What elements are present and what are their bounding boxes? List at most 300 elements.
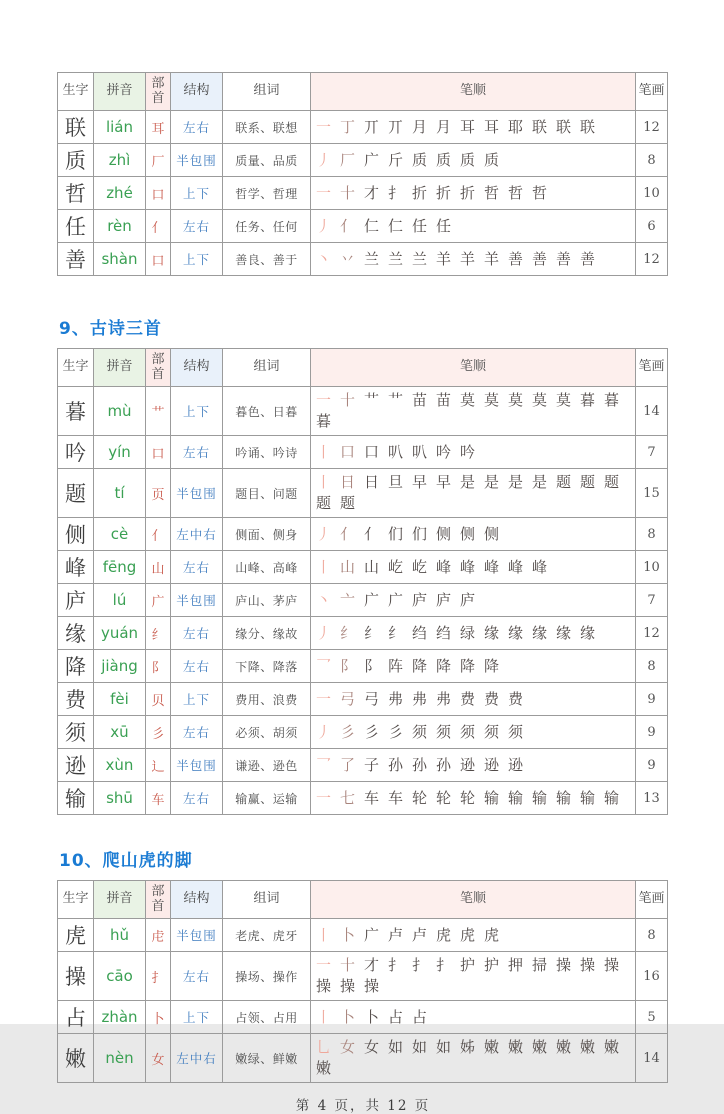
stroke-glyph: 庐 bbox=[412, 590, 428, 609]
cell-strokes bbox=[311, 919, 636, 952]
stroke-glyph: 是 bbox=[460, 473, 476, 491]
stroke-glyph: 卢 bbox=[412, 925, 428, 944]
cell-radical: 艹 bbox=[146, 387, 171, 436]
cell-radical: 广 bbox=[146, 584, 171, 617]
cell-char: 操 bbox=[58, 952, 94, 1001]
cell-count: 8 bbox=[636, 650, 668, 683]
cell-char: 任 bbox=[58, 210, 94, 243]
cell-radical: 阝 bbox=[146, 650, 171, 683]
stroke-glyph: 十 bbox=[340, 391, 356, 409]
stroke-glyph: 缘 bbox=[484, 623, 500, 642]
stroke-glyph: 乛 bbox=[316, 656, 332, 675]
stroke-glyph: 暮 bbox=[604, 391, 620, 409]
stroke-glyph: 十 bbox=[340, 183, 356, 202]
stroke-glyph: 题 bbox=[604, 473, 620, 491]
cell-words: 题目、问题 bbox=[223, 469, 311, 518]
table-row bbox=[58, 144, 668, 177]
stroke-glyph: 广 bbox=[364, 590, 380, 609]
column-header-structure: 结构 bbox=[171, 349, 223, 387]
stroke-glyph: 亻 bbox=[340, 524, 356, 543]
cell-count: 13 bbox=[636, 782, 668, 815]
column-header-strokes: 笔顺 bbox=[311, 73, 636, 111]
stroke-glyph: 亠 bbox=[340, 590, 356, 609]
cell-radical: 亻 bbox=[146, 518, 171, 551]
stroke-glyph: 羊 bbox=[436, 249, 452, 268]
cell-strokes bbox=[311, 144, 636, 177]
column-header-radical: 部首 bbox=[146, 349, 171, 387]
cell-words: 庐山、茅庐 bbox=[223, 584, 311, 617]
stroke-glyph: 善 bbox=[556, 249, 572, 268]
stroke-glyph: 峰 bbox=[484, 557, 500, 576]
cell-structure: 左右 bbox=[171, 782, 223, 815]
stroke-glyph: 弓 bbox=[340, 689, 356, 708]
stroke-glyph: 如 bbox=[412, 1038, 428, 1056]
cell-pinyin: nèn bbox=[94, 1034, 146, 1083]
cell-structure: 左中右 bbox=[171, 1034, 223, 1083]
cell-char: 占 bbox=[58, 1001, 94, 1034]
cell-words: 谦逊、逊色 bbox=[223, 749, 311, 782]
stroke-glyph: 兰 bbox=[412, 249, 428, 268]
stroke-glyph: 是 bbox=[532, 473, 548, 491]
stroke-glyph: 丨 bbox=[316, 473, 332, 491]
cell-radical: 厂 bbox=[146, 144, 171, 177]
stroke-glyph: 降 bbox=[460, 656, 476, 675]
stroke-glyph: 折 bbox=[436, 183, 452, 202]
stroke-glyph: 题 bbox=[316, 494, 332, 512]
stroke-glyph: 操 bbox=[580, 956, 596, 974]
cell-count: 5 bbox=[636, 1001, 668, 1034]
cell-words: 输赢、运输 bbox=[223, 782, 311, 815]
column-header-words: 组词 bbox=[223, 349, 311, 387]
stroke-glyph: 丿 bbox=[316, 150, 332, 169]
stroke-glyph: 口 bbox=[364, 442, 380, 461]
cell-structure: 左右 bbox=[171, 716, 223, 749]
stroke-glyph: 口 bbox=[340, 442, 356, 461]
stroke-glyph: 艹 bbox=[388, 391, 404, 409]
stroke-glyph: 莫 bbox=[460, 391, 476, 409]
stroke-glyph: 扌 bbox=[436, 956, 452, 974]
cell-strokes bbox=[311, 436, 636, 469]
stroke-glyph: 弗 bbox=[436, 689, 452, 708]
cell-strokes bbox=[311, 617, 636, 650]
cell-structure: 半包围 bbox=[171, 584, 223, 617]
stroke-glyph: 质 bbox=[484, 150, 500, 169]
cell-words: 缘分、缘故 bbox=[223, 617, 311, 650]
cell-count: 6 bbox=[636, 210, 668, 243]
stroke-glyph: 占 bbox=[412, 1007, 428, 1026]
section-title: 9、古诗三首 bbox=[59, 319, 162, 339]
stroke-glyph: 一 bbox=[316, 183, 332, 202]
stroke-glyph: 弗 bbox=[412, 689, 428, 708]
stroke-glyph: 善 bbox=[508, 249, 524, 268]
cell-structure: 上下 bbox=[171, 243, 223, 276]
stroke-glyph: 亻 bbox=[364, 524, 380, 543]
cell-radical: 亻 bbox=[146, 210, 171, 243]
cell-words: 联系、联想 bbox=[223, 111, 311, 144]
stroke-glyph: 艹 bbox=[364, 391, 380, 409]
cell-words: 山峰、高峰 bbox=[223, 551, 311, 584]
stroke-glyph: 十 bbox=[340, 956, 356, 974]
cell-strokes bbox=[311, 243, 636, 276]
stroke-glyph: 广 bbox=[364, 150, 380, 169]
cell-structure: 左右 bbox=[171, 111, 223, 144]
stroke-glyph: 峰 bbox=[508, 557, 524, 576]
cell-words: 嫩绿、鲜嫩 bbox=[223, 1034, 311, 1083]
stroke-glyph: 缘 bbox=[508, 623, 524, 642]
stroke-glyph: 女 bbox=[364, 1038, 380, 1056]
cell-pinyin: shàn bbox=[94, 243, 146, 276]
stroke-glyph: 叭 bbox=[388, 442, 404, 461]
cell-words: 操场、操作 bbox=[223, 952, 311, 1001]
stroke-glyph: 阝 bbox=[340, 656, 356, 675]
stroke-glyph: 才 bbox=[364, 183, 380, 202]
stroke-glyph: 暮 bbox=[316, 412, 332, 430]
stroke-glyph: 扌 bbox=[388, 956, 404, 974]
cell-strokes bbox=[311, 584, 636, 617]
cell-structure: 左右 bbox=[171, 551, 223, 584]
stroke-glyph: 叭 bbox=[412, 442, 428, 461]
cell-radical: 辶 bbox=[146, 749, 171, 782]
stroke-glyph: 山 bbox=[340, 557, 356, 576]
stroke-glyph: 屹 bbox=[412, 557, 428, 576]
stroke-glyph: 峰 bbox=[532, 557, 548, 576]
stroke-glyph: 旦 bbox=[388, 473, 404, 491]
stroke-glyph: 丿 bbox=[316, 722, 332, 741]
cell-structure: 半包围 bbox=[171, 919, 223, 952]
cell-words: 暮色、日暮 bbox=[223, 387, 311, 436]
cell-count: 9 bbox=[636, 716, 668, 749]
cell-char: 费 bbox=[58, 683, 94, 716]
stroke-glyph: 阵 bbox=[388, 656, 404, 675]
cell-radical: 山 bbox=[146, 551, 171, 584]
stroke-glyph: 须 bbox=[436, 722, 452, 741]
stroke-glyph: 联 bbox=[532, 117, 548, 136]
stroke-glyph: 护 bbox=[460, 956, 476, 974]
stroke-glyph: 丿 bbox=[316, 216, 332, 235]
stroke-glyph: 苗 bbox=[412, 391, 428, 409]
cell-structure: 左右 bbox=[171, 650, 223, 683]
cell-count: 12 bbox=[636, 111, 668, 144]
cell-char: 降 bbox=[58, 650, 94, 683]
cell-char: 题 bbox=[58, 469, 94, 518]
stroke-glyph: 早 bbox=[412, 473, 428, 491]
stroke-glyph: 苗 bbox=[436, 391, 452, 409]
cell-strokes bbox=[311, 683, 636, 716]
cell-pinyin: fēng bbox=[94, 551, 146, 584]
cell-strokes bbox=[311, 551, 636, 584]
cell-structure: 半包围 bbox=[171, 749, 223, 782]
stroke-glyph: 善 bbox=[532, 249, 548, 268]
cell-strokes bbox=[311, 716, 636, 749]
stroke-glyph: 莫 bbox=[556, 391, 572, 409]
stroke-glyph: 孙 bbox=[388, 755, 404, 774]
cell-radical: 车 bbox=[146, 782, 171, 815]
cell-pinyin: jiàng bbox=[94, 650, 146, 683]
table-row bbox=[58, 436, 668, 469]
cell-pinyin: hǔ bbox=[94, 919, 146, 952]
stroke-glyph: 仁 bbox=[388, 216, 404, 235]
cell-radical: 虍 bbox=[146, 919, 171, 952]
cell-structure: 上下 bbox=[171, 387, 223, 436]
stroke-glyph: 莫 bbox=[508, 391, 524, 409]
stroke-glyph: 题 bbox=[580, 473, 596, 491]
cell-strokes bbox=[311, 782, 636, 815]
stroke-glyph: 亻 bbox=[340, 216, 356, 235]
stroke-glyph: 车 bbox=[364, 788, 380, 807]
stroke-glyph: 丶 bbox=[316, 590, 332, 609]
character-table-container bbox=[57, 348, 669, 815]
stroke-glyph: 扌 bbox=[412, 956, 428, 974]
cell-radical: 口 bbox=[146, 436, 171, 469]
stroke-glyph: 押 bbox=[508, 956, 524, 974]
stroke-glyph: 操 bbox=[556, 956, 572, 974]
stroke-glyph: 乚 bbox=[316, 1038, 332, 1056]
stroke-glyph: 缘 bbox=[532, 623, 548, 642]
stroke-glyph: 早 bbox=[436, 473, 452, 491]
column-header-pinyin: 拼音 bbox=[94, 349, 146, 387]
cell-strokes bbox=[311, 387, 636, 436]
cell-count: 8 bbox=[636, 144, 668, 177]
table-row bbox=[58, 1001, 668, 1034]
cell-words: 占领、占用 bbox=[223, 1001, 311, 1034]
stroke-glyph: 占 bbox=[388, 1007, 404, 1026]
stroke-glyph: 卢 bbox=[388, 925, 404, 944]
stroke-glyph: 丨 bbox=[316, 442, 332, 461]
stroke-glyph: 们 bbox=[412, 524, 428, 543]
cell-count: 14 bbox=[636, 387, 668, 436]
table-row bbox=[58, 243, 668, 276]
stroke-glyph: 七 bbox=[340, 788, 356, 807]
stroke-glyph: 联 bbox=[556, 117, 572, 136]
stroke-glyph: 哲 bbox=[508, 183, 524, 202]
cell-char: 须 bbox=[58, 716, 94, 749]
stroke-glyph: 嫩 bbox=[556, 1038, 572, 1056]
character-table bbox=[57, 348, 668, 815]
stroke-glyph: 弓 bbox=[364, 689, 380, 708]
cell-pinyin: cè bbox=[94, 518, 146, 551]
column-header-char: 生字 bbox=[58, 349, 94, 387]
stroke-glyph: 厂 bbox=[340, 150, 356, 169]
stroke-glyph: 是 bbox=[508, 473, 524, 491]
stroke-glyph: 庐 bbox=[460, 590, 476, 609]
stroke-glyph: 纟 bbox=[340, 623, 356, 642]
cell-strokes bbox=[311, 518, 636, 551]
stroke-glyph: 侧 bbox=[484, 524, 500, 543]
cell-strokes bbox=[311, 111, 636, 144]
stroke-glyph: 嫩 bbox=[604, 1038, 620, 1056]
cell-words: 侧面、侧身 bbox=[223, 518, 311, 551]
stroke-glyph: 广 bbox=[364, 925, 380, 944]
stroke-glyph: 丨 bbox=[316, 1007, 332, 1026]
stroke-glyph: 吟 bbox=[460, 442, 476, 461]
stroke-glyph: 纟 bbox=[388, 623, 404, 642]
table-row bbox=[58, 782, 668, 815]
column-header-count: 笔画 bbox=[636, 881, 668, 919]
cell-strokes bbox=[311, 469, 636, 518]
cell-count: 9 bbox=[636, 749, 668, 782]
cell-char: 侧 bbox=[58, 518, 94, 551]
table-row bbox=[58, 683, 668, 716]
table-row bbox=[58, 617, 668, 650]
stroke-glyph: 羊 bbox=[484, 249, 500, 268]
stroke-glyph: 题 bbox=[340, 494, 356, 512]
stroke-glyph: 月 bbox=[436, 117, 452, 136]
column-header-pinyin: 拼音 bbox=[94, 73, 146, 111]
stroke-glyph: 卜 bbox=[364, 1007, 380, 1026]
stroke-glyph: 绉 bbox=[436, 623, 452, 642]
stroke-glyph: 联 bbox=[580, 117, 596, 136]
stroke-glyph: 兰 bbox=[364, 249, 380, 268]
cell-structure: 左右 bbox=[171, 617, 223, 650]
section-title: 10、爬山虎的脚 bbox=[59, 851, 193, 871]
cell-pinyin: mù bbox=[94, 387, 146, 436]
stroke-glyph: 逊 bbox=[484, 755, 500, 774]
table-row bbox=[58, 650, 668, 683]
stroke-glyph: 丷 bbox=[340, 249, 356, 268]
stroke-glyph: 如 bbox=[388, 1038, 404, 1056]
cell-strokes bbox=[311, 749, 636, 782]
cell-count: 10 bbox=[636, 177, 668, 210]
cell-pinyin: shū bbox=[94, 782, 146, 815]
stroke-glyph: 兰 bbox=[388, 249, 404, 268]
stroke-glyph: 莫 bbox=[532, 391, 548, 409]
stroke-glyph: 耳 bbox=[460, 117, 476, 136]
table-row bbox=[58, 469, 668, 518]
stroke-glyph: 须 bbox=[412, 722, 428, 741]
stroke-glyph: 丨 bbox=[316, 557, 332, 576]
stroke-glyph: 耶 bbox=[508, 117, 524, 136]
column-header-count: 笔画 bbox=[636, 349, 668, 387]
table-row bbox=[58, 210, 668, 243]
table-row bbox=[58, 387, 668, 436]
stroke-glyph: 莫 bbox=[484, 391, 500, 409]
column-header-strokes: 笔顺 bbox=[311, 881, 636, 919]
cell-strokes bbox=[311, 210, 636, 243]
table-row bbox=[58, 518, 668, 551]
stroke-glyph: 耳 bbox=[484, 117, 500, 136]
cell-count: 8 bbox=[636, 919, 668, 952]
stroke-glyph: 嫩 bbox=[508, 1038, 524, 1056]
cell-char: 善 bbox=[58, 243, 94, 276]
cell-pinyin: lián bbox=[94, 111, 146, 144]
column-header-pinyin: 拼音 bbox=[94, 881, 146, 919]
cell-words: 善良、善于 bbox=[223, 243, 311, 276]
cell-words: 必须、胡须 bbox=[223, 716, 311, 749]
cell-words: 吟诵、吟诗 bbox=[223, 436, 311, 469]
cell-radical: 纟 bbox=[146, 617, 171, 650]
stroke-glyph: 费 bbox=[484, 689, 500, 708]
stroke-glyph: 操 bbox=[364, 977, 380, 995]
stroke-glyph: 绉 bbox=[412, 623, 428, 642]
stroke-glyph: 缘 bbox=[580, 623, 596, 642]
stroke-glyph: 一 bbox=[316, 117, 332, 136]
stroke-glyph: 操 bbox=[316, 977, 332, 995]
stroke-glyph: 折 bbox=[412, 183, 428, 202]
stroke-glyph: 一 bbox=[316, 956, 332, 974]
stroke-glyph: 任 bbox=[412, 216, 428, 235]
stroke-glyph: 虎 bbox=[460, 925, 476, 944]
stroke-glyph: 吟 bbox=[436, 442, 452, 461]
column-header-char: 生字 bbox=[58, 881, 94, 919]
stroke-glyph: 哲 bbox=[484, 183, 500, 202]
cell-char: 缘 bbox=[58, 617, 94, 650]
cell-words: 老虎、虎牙 bbox=[223, 919, 311, 952]
cell-pinyin: xùn bbox=[94, 749, 146, 782]
stroke-glyph: 费 bbox=[508, 689, 524, 708]
stroke-glyph: 逊 bbox=[508, 755, 524, 774]
stroke-glyph: 丁 bbox=[340, 117, 356, 136]
stroke-glyph: 日 bbox=[340, 473, 356, 491]
stroke-glyph: 降 bbox=[484, 656, 500, 675]
cell-count: 8 bbox=[636, 518, 668, 551]
cell-strokes bbox=[311, 952, 636, 1001]
stroke-glyph: 斤 bbox=[388, 150, 404, 169]
cell-count: 14 bbox=[636, 1034, 668, 1083]
stroke-glyph: 姊 bbox=[460, 1038, 476, 1056]
stroke-glyph: 须 bbox=[484, 722, 500, 741]
stroke-glyph: 题 bbox=[556, 473, 572, 491]
stroke-glyph: 峰 bbox=[460, 557, 476, 576]
column-header-count: 笔画 bbox=[636, 73, 668, 111]
stroke-glyph: 才 bbox=[364, 956, 380, 974]
stroke-glyph: 孙 bbox=[436, 755, 452, 774]
table-row bbox=[58, 919, 668, 952]
cell-char: 吟 bbox=[58, 436, 94, 469]
stroke-glyph: 丌 bbox=[364, 117, 380, 136]
cell-pinyin: zhàn bbox=[94, 1001, 146, 1034]
stroke-glyph: 广 bbox=[388, 590, 404, 609]
stroke-glyph: 哲 bbox=[532, 183, 548, 202]
cell-char: 暮 bbox=[58, 387, 94, 436]
cell-structure: 上下 bbox=[171, 683, 223, 716]
cell-pinyin: yuán bbox=[94, 617, 146, 650]
stroke-glyph: 丿 bbox=[316, 524, 332, 543]
cell-structure: 上下 bbox=[171, 177, 223, 210]
cell-words: 费用、浪费 bbox=[223, 683, 311, 716]
stroke-glyph: 丨 bbox=[316, 925, 332, 944]
stroke-glyph: 屹 bbox=[388, 557, 404, 576]
cell-pinyin: fèi bbox=[94, 683, 146, 716]
stroke-glyph: 操 bbox=[340, 977, 356, 995]
stroke-glyph: 一 bbox=[316, 689, 332, 708]
stroke-glyph: 任 bbox=[436, 216, 452, 235]
stroke-glyph: 弗 bbox=[388, 689, 404, 708]
cell-radical: 耳 bbox=[146, 111, 171, 144]
stroke-glyph: 扌 bbox=[388, 183, 404, 202]
stroke-glyph: 善 bbox=[580, 249, 596, 268]
stroke-glyph: 子 bbox=[364, 755, 380, 774]
stroke-glyph: 彡 bbox=[340, 722, 356, 741]
table-row bbox=[58, 551, 668, 584]
stroke-glyph: 输 bbox=[580, 788, 596, 807]
cell-radical: 扌 bbox=[146, 952, 171, 1001]
cell-pinyin: zhé bbox=[94, 177, 146, 210]
stroke-glyph: 嫩 bbox=[316, 1059, 332, 1077]
stroke-glyph: 嫩 bbox=[580, 1038, 596, 1056]
stroke-glyph: 逊 bbox=[460, 755, 476, 774]
section-9 bbox=[57, 314, 669, 815]
stroke-glyph: 丿 bbox=[316, 623, 332, 642]
stroke-glyph: 输 bbox=[604, 788, 620, 807]
cell-words: 哲学、哲理 bbox=[223, 177, 311, 210]
cell-radical: 彡 bbox=[146, 716, 171, 749]
cell-words: 下降、降落 bbox=[223, 650, 311, 683]
character-table-container bbox=[57, 72, 669, 276]
stroke-glyph: 绿 bbox=[460, 623, 476, 642]
cell-char: 嫩 bbox=[58, 1034, 94, 1083]
cell-char: 庐 bbox=[58, 584, 94, 617]
cell-strokes bbox=[311, 177, 636, 210]
